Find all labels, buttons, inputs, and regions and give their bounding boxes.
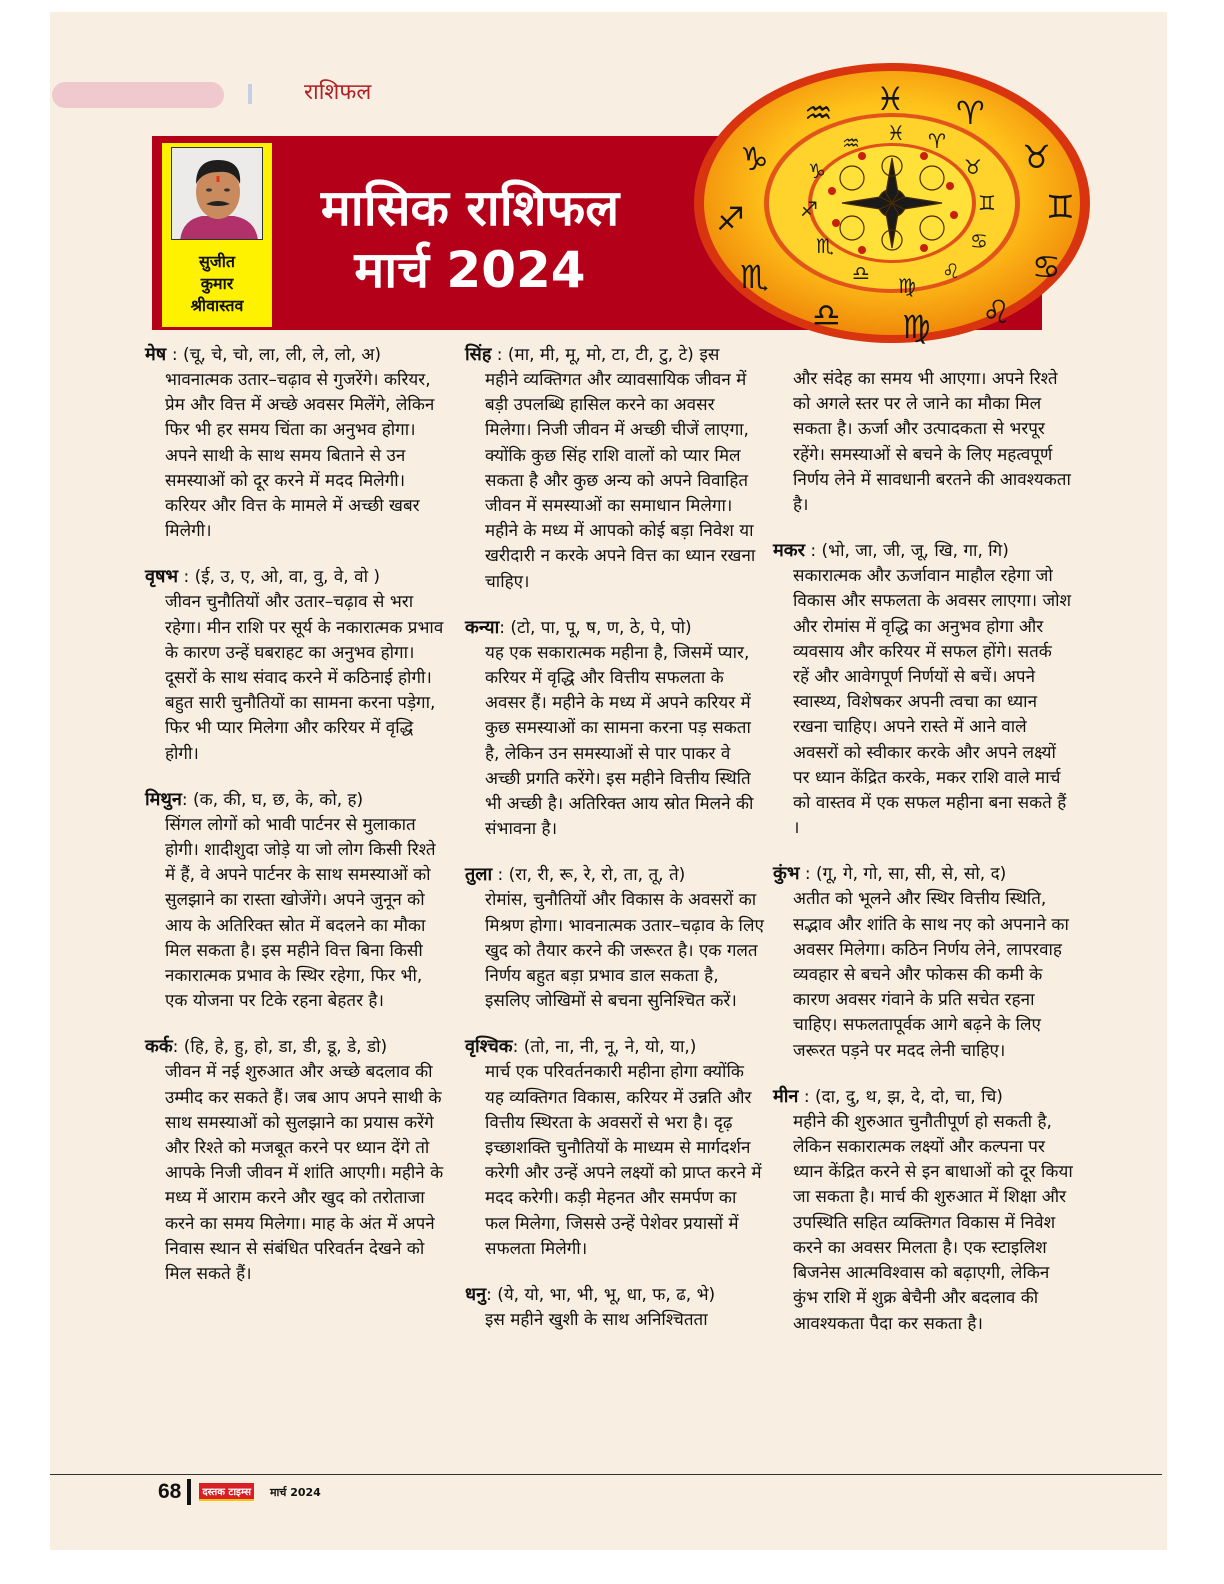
sagittarius-figure-icon: ♐	[716, 200, 745, 238]
leo-symbol-icon: ♌	[942, 259, 960, 283]
sign-syllables: : (हि, हे, हु, हो, डा, डी, डू, डे, डो)	[172, 1037, 388, 1058]
horoscope-entry-mithun	[145, 787, 445, 1015]
zodiac-wheel-illustration	[692, 58, 1092, 348]
sign-heading	[773, 861, 1073, 887]
sign-heading	[465, 615, 765, 641]
cancer-figure-icon: ♋	[1032, 248, 1061, 286]
author-name-line1: सुजीत	[199, 252, 235, 271]
sign-syllables: : (चू, चे, चो, ला, ली, ले, लो, अ)	[171, 345, 382, 365]
sign-forecast: रोमांस, चुनौतियों और विकास के अवसरों का मिश्रण होगा। भावनात्मक उतार–चढ़ाव के लिए खुद को तैयार करने की जरूरत है। एक गलत निर्णय बहुत बड़ा प्रभाव डाल सकता है, इसलिए जोखिमों से बचना सुनिश्चित करें।	[485, 890, 764, 1012]
pisces-symbol-icon: ♓	[887, 121, 905, 145]
sign-heading	[145, 787, 445, 813]
sign-syllables: : (मा, मी, मू, मो, टा, टी, टु, टे)	[491, 345, 694, 365]
horoscope-entry-meen	[773, 1084, 1073, 1337]
title-line-2: मार्च 2024	[354, 241, 586, 299]
horoscope-entry-vrishchik	[465, 1034, 765, 1262]
author-name-line2: कुमार	[200, 274, 234, 293]
sign-heading	[145, 1034, 445, 1060]
virgo-figure-icon: ♍	[902, 308, 931, 346]
leo-figure-icon: ♌	[982, 293, 1011, 331]
footer-separator	[187, 1479, 191, 1505]
author-name	[162, 251, 272, 317]
sign-name: सिंह	[465, 344, 492, 365]
sign-forecast: सकारात्मक और ऊर्जावान माहौल रहेगा जो विकास और सफलता के अवसर लाएगा। जोश और रोमांस में वृद्धि का अनुभव होगा और व्यवसाय और करियर में सफल होंगे। सतर्क रहें और आवेगपूर्ण निर्णयों से बचें। अपने स्वास्थ्य, विशेषकर अपनी त्वचा का ध्यान रखना चाहिए। अपने रास्ते में आने वाले अवसरों को स्वीकार करके और अपने लक्ष्यों पर ध्यान केंद्रित करके, मकर राशि वाले मार्च को वास्तव में एक सफल महीना बना सकते हैं ।	[793, 566, 1072, 839]
sign-name: वृषभ	[145, 566, 179, 588]
sign-syllables: : (ये, यो, भा, भी, भू, धा, फ, ढ, भे)	[486, 1285, 716, 1306]
column-1	[145, 342, 445, 1307]
sign-name: वृश्चिक	[465, 1036, 513, 1058]
sign-name: तुला	[465, 864, 493, 886]
sign-forecast: इस महीने खुशी के साथ अनिश्चितता	[485, 1310, 708, 1331]
sign-forecast: जीवन चुनौतियों और उतार–चढ़ाव से भरा रहेगा। मीन राशि पर सूर्य के नकारात्मक प्रभाव के कारण उन्हें घबराहट का अनुभव होगा। दूसरों के साथ संवाद करने में कठिनाई होगी। बहुत सारी चुनौतियों का सामना करना पड़ेगा, फिर भी प्यार मिलेगा और करियर में वृद्धि होगी।	[165, 592, 444, 764]
gemini-symbol-icon: ♊	[978, 191, 996, 215]
aries-figure-icon: ♈	[956, 94, 985, 132]
magazine-page	[50, 12, 1167, 1550]
horoscope-entry-kumbh	[773, 861, 1073, 1063]
horoscope-entry-kark	[145, 1034, 445, 1287]
sign-forecast-continued: और संदेह का समय भी आएगा। अपने रिश्ते को अगले स्तर पर ले जाने का मौका मिल सकता है। ऊर्जा और उत्पादकता से भरपूर रहेंगे। समस्याओं से बचने के लिए महत्वपूर्ण निर्णय लेने में सावधानी बरतने की आवश्यकता है।	[793, 369, 1071, 516]
capricorn-figure-icon: ♑	[740, 140, 769, 178]
horoscope-entry-dhanu-continued	[773, 367, 1073, 518]
sign-forecast: भावनात्मक उतार–चढ़ाव से गुजरेंगे। करियर, प्रेम और वित्त में अच्छे अवसर मिलेंगे, लेकिन फिर भी हर समय चिंता का अनुभव होगा। अपने साथी के साथ समय बिताने से उन समस्याओं को दूर करने में मदद मिलेगी। करियर और वित्त के मामले में अच्छी खबर मिलेगी।	[165, 370, 435, 542]
horoscope-entry-vrishabh	[145, 564, 445, 766]
section-label: राशिफल	[304, 80, 372, 105]
horoscope-entry-tula	[465, 862, 765, 1014]
horoscope-entry-mesh	[145, 342, 445, 544]
sign-name: मकर	[773, 540, 805, 562]
sign-heading	[465, 1282, 765, 1308]
author-name-line3: श्रीवास्तव	[190, 296, 244, 315]
sign-forecast: अतीत को भूलने और स्थिर वित्तीय स्थिति, सद्भाव और शांति के साथ नए को अपनाने का अवसर मिलेगा। कठिन निर्णय लेने, लापरवाह व्यवहार से बचने और फोकस की कमी के कारण अवसर गंवाने के प्रति सचेत रहना चाहिए। सफलतापूर्वक आगे बढ़ने के लिए जरूरत पड़ने पर मदद लेनी चाहिए।	[793, 889, 1069, 1061]
column-3	[773, 367, 1073, 1357]
sign-heading	[773, 1084, 1073, 1110]
capricorn-symbol-icon: ♑	[808, 159, 826, 183]
sign-syllables: : (रा, री, रू, रे, रो, ता, तू, ते)	[492, 865, 686, 886]
sign-name: कर्क	[145, 1036, 173, 1058]
footer-divider	[50, 1474, 1162, 1475]
sign-syllables: : (भो, जा, जी, जू, खि, गा, गि)	[804, 541, 1009, 562]
sign-heading	[145, 342, 445, 368]
sign-forecast: यह एक सकारात्मक महीना है, जिसमें प्यार, करियर में वृद्धि और वित्तीय सफलता के अवसर हैं। महीने के मध्य में अपने करियर में कुछ समस्याओं का सामना करना पड़ सकता है, लेकिन उन समस्याओं से पार पाकर वे अच्छी प्रगति करेंगे। इस महीने वित्तीय स्थिति भी अच्छी है। अतिरिक्त आय स्रोत मिलने की संभावना है।	[485, 642, 754, 840]
sign-forecast: महीने व्यक्तिगत और व्यावसायिक जीवन में बड़ी उपलब्धि हासिल करने का अवसर मिलेगा। निजी जीवन में अच्छी चीजें लाएगा, क्योंकि कुछ सिंह राशि वालों को प्यार मिल सकता है और कुछ अन्य को अपने विवाहित जीवन में समस्याओं का समाधान मिलेगा। महीने के मध्य में आपको कोई बड़ा निवेश या खरीदारी न करके अपने वित्त का ध्यान रखना चाहिए।	[485, 370, 756, 592]
sign-heading	[773, 538, 1073, 564]
magazine-logo: दस्तक टाइम्स	[199, 1483, 254, 1501]
column-2	[465, 342, 765, 1353]
virgo-symbol-icon: ♍	[898, 274, 916, 298]
sign-heading	[465, 1034, 765, 1060]
issue-date: मार्च 2024	[269, 1485, 321, 1499]
horoscope-entry-kanya	[465, 615, 765, 843]
taurus-symbol-icon: ♉	[964, 155, 982, 179]
taurus-figure-icon: ♉	[1022, 138, 1051, 176]
aquarius-figure-icon: ♒	[804, 94, 833, 132]
sign-name: मिथुन	[145, 788, 182, 810]
page-number: 68	[158, 1480, 182, 1503]
sign-forecast: मार्च एक परिवर्तनकारी महीना होगा क्योंकि यह व्यक्तिगत विकास, करियर में उन्नति और वित्तीय स्थिरता के अवसरों से भरा है। दृढ़ इच्छाशक्ति चुनौतियों के माध्यम से मार्गदर्शन करेगी और उन्हें अपने लक्ष्यों को प्राप्त करने में मदद करेगी। कड़ी मेहनत और समर्पण का फल मिलेगा, जिससे उन्हें पेशेवर प्रयासों में सफलता मिलेगी।	[485, 1062, 762, 1259]
sign-heading	[145, 564, 445, 590]
author-box	[162, 143, 272, 327]
sign-heading	[465, 862, 765, 888]
sign-syllables: : (ई, उ, ए, ओ, वा, वु, वे, वो )	[178, 567, 381, 588]
author-photo	[171, 147, 263, 240]
sign-syllables: : (टो, पा, पू, ष, ण, ठे, पे, पो)	[499, 617, 692, 638]
sign-forecast: सिंगल लोगों को भावी पार्टनर से मुलाकात होगी। शादीशुदा जोड़े या जो लोग किसी रिश्ते में हैं, वे अपने पार्टनर के साथ समस्याओं को सुलझाने का रास्ता खोजेंगे। अपने जुनून को आय के अतिरिक्त स्रोत में बदलने का मौका मिल सकता है। इस महीने वित्त बिना किसी नकारात्मक प्रभाव के स्थिर रहेगा, फिर भी, एक योजना पर टिके रहना बेहतर है।	[165, 814, 436, 1012]
page-title	[290, 177, 650, 301]
cancer-symbol-icon: ♋	[970, 229, 988, 253]
page-footer	[158, 1478, 321, 1506]
horoscope-entry-dhanu	[465, 1282, 765, 1333]
scorpio-symbol-icon: ♏	[816, 234, 834, 258]
sign-syllables: : (तो, ना, नी, नू, ने, यो, या,)	[512, 1037, 697, 1058]
sign-name: कुंभ	[773, 863, 800, 885]
gemini-figure-icon: ♊	[1046, 188, 1075, 226]
sign-name: धनु	[465, 1284, 487, 1306]
sign-forecast-lead: इस	[699, 345, 720, 365]
scorpio-figure-icon: ♏	[740, 258, 769, 296]
sign-syllables: : (क, की, घ, छ, के, को, ह)	[181, 789, 364, 810]
libra-symbol-icon: ♎	[852, 261, 870, 285]
sign-forecast: महीने की शुरुआत चुनौतीपूर्ण हो सकती है, लेकिन सकारात्मक लक्ष्यों और कल्पना पर ध्यान केंद्रित करने से इन बाधाओं को दूर किया जा सकता है। मार्च की शुरुआत में शिक्षा और उपस्थिति सहित व्यक्तिगत विकास में निवेश करने का अवसर मिलता है। एक स्टाइलिश बिजनेस आत्मविश्वास को बढ़ाएगी, लेकिन कुंभ राशि में शुक्र बेचैनी और बदलाव की आवश्यकता पैदा कर सकता है।	[793, 1111, 1073, 1334]
sign-heading	[465, 342, 765, 368]
pisces-figure-icon: ♓	[876, 80, 905, 118]
sign-syllables: : (गू, गे, गो, सा, सी, से, सो, द)	[799, 864, 1007, 885]
horoscope-entry-singh	[465, 342, 765, 595]
libra-figure-icon: ♎	[812, 296, 841, 334]
sign-name: मेष	[145, 344, 167, 365]
aries-symbol-icon: ♈	[928, 129, 946, 153]
aquarius-symbol-icon: ♒	[842, 131, 860, 155]
sagittarius-symbol-icon: ♐	[800, 197, 818, 221]
title-line-1: मासिक राशिफल	[320, 179, 620, 237]
sign-name: मीन	[773, 1085, 799, 1107]
sign-syllables: : (दा, दु, थ, झ, दे, दो, चा, चि)	[798, 1086, 1003, 1107]
sign-name: कन्या	[465, 616, 500, 638]
horoscope-entry-makar	[773, 538, 1073, 841]
author-portrait-icon	[172, 148, 263, 240]
section-tag-pill	[52, 82, 224, 108]
section-divider	[248, 84, 252, 104]
sign-forecast: जीवन में नई शुरुआत और अच्छे बदलाव की उम्मीद कर सकते हैं। जब आप अपने साथी के साथ समस्याओं को सुलझाने का प्रयास करेंगे और रिश्ते को मजबूत करने पर ध्यान देंगे तो आपके निजी जीवन में शांति आएगी। महीने के मध्य में आराम करने और खुद को तरोताजा करने का समय मिलेगा। माह के अंत में अपने निवास स्थान से संबंधित परिवर्तन देखने को मिल सकते हैं।	[165, 1062, 444, 1285]
